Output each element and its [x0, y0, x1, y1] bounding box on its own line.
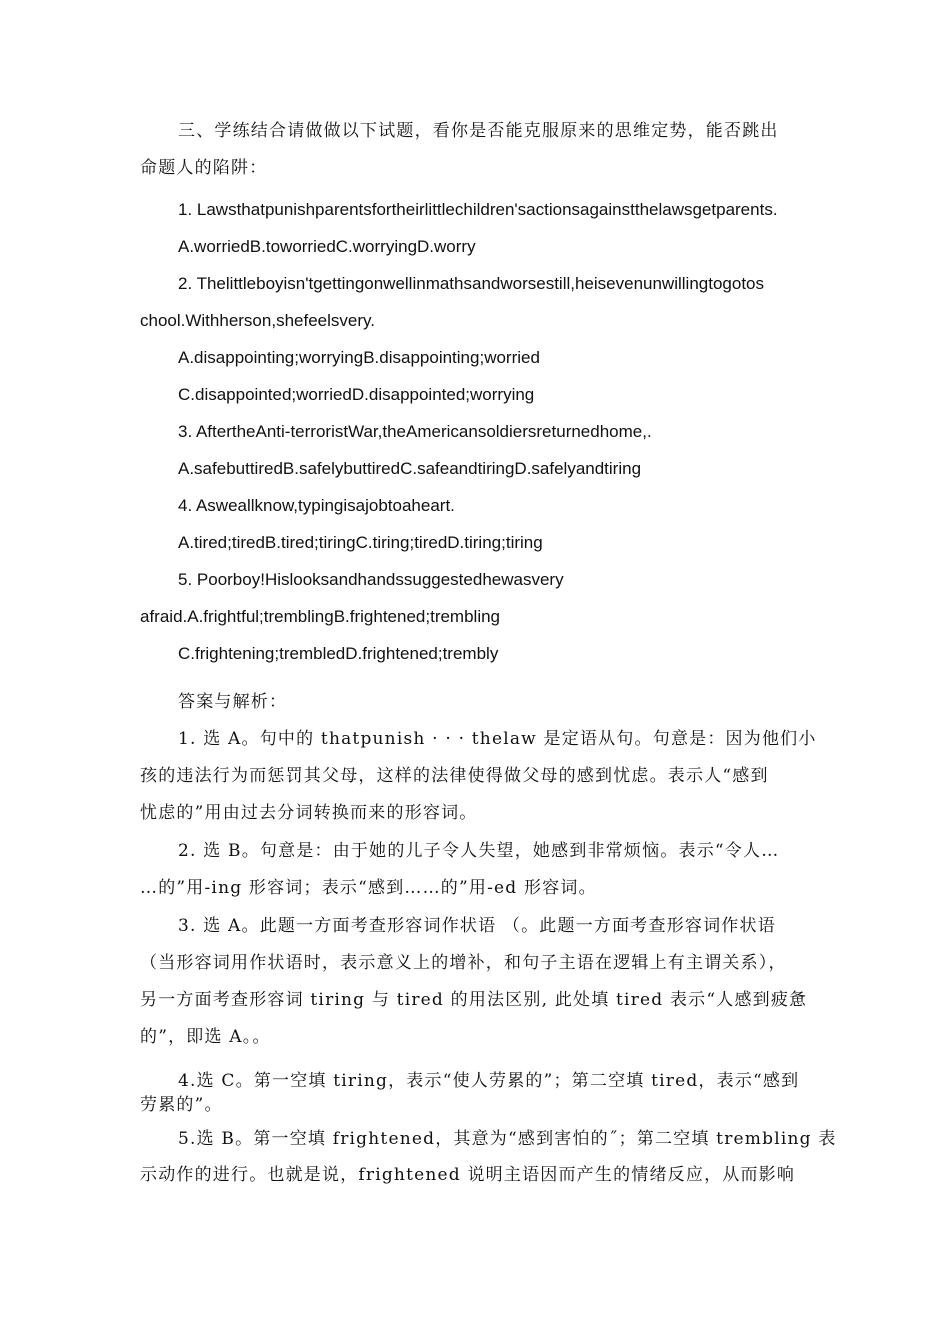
- question-5-options-line-2: C.frightening;trembledD.frightened;trembly: [178, 644, 499, 663]
- answer-4-line-2: 劳累的”。: [140, 1095, 223, 1115]
- answer-5-line-2: 示动作的进行。也就是说，frightened 说明主语因而产生的情绪反应，从而影响: [140, 1165, 796, 1185]
- answer-3-line-4: 的”，即选 A。。: [140, 1027, 271, 1047]
- answer-3-line-3: 另一方面考查形容词 tiring 与 tired 的用法区别, 此处填 tired 表示“人感到疲惫: [140, 990, 808, 1010]
- answer-1-line-2: 孩的违法行为而惩罚其父母，这样的法律使得做父母的感到忧虑。表示人“感到: [140, 766, 769, 786]
- answer-3-line-2: （当形容词用作状语时，表示意义上的增补，和句子主语在逻辑上有主谓关系），: [140, 953, 787, 973]
- question-5-stem-line-2: afraid.A.frightful;tremblingB.frightened;trembling: [140, 607, 501, 626]
- question-5-stem-line-1: 5. Poorboy!Hislooksandhandssuggestedhewasvery: [178, 570, 564, 589]
- question-4-options: A.tired;tiredB.tired;tiringC.tiring;tiredD.tiring;tiring: [178, 533, 543, 552]
- question-2-options-line-2: C.disappointed;worriedD.disappointed;worrying: [178, 385, 535, 404]
- question-3-stem: 3. AftertheAnti-terroristWar,theAmericansoldiersreturnedhome,.: [178, 422, 652, 441]
- question-4-stem: 4. Asweallknow,typingisajobtoaheart.: [178, 496, 455, 515]
- answer-5-line-1: 5.选 B。第一空填 frightened，其意为“感到害怕的˝；第二空填 trembling 表: [178, 1129, 837, 1149]
- question-2-stem-line-2: chool.Withherson,shefeelsvery.: [140, 311, 375, 330]
- answers-heading: 答案与解析：: [178, 692, 288, 712]
- answer-1-line-1: 1. 选 A。句中的 thatpunish · · · thelaw 是定语从句。句意是：因为他们小: [178, 729, 817, 749]
- question-1-options: A.worriedB.toworriedC.worryingD.worry: [178, 237, 476, 256]
- question-3-options: A.safebuttiredB.safelybuttiredC.safeandtiringD.safelyandtiring: [178, 459, 642, 478]
- answer-3-line-1: 3. 选 A。此题一方面考查形容词作状语 （。此题一方面考查形容词作状语: [178, 916, 776, 936]
- question-1-stem: 1. Lawsthatpunishparentsfortheirlittlechildren'sactionsagainstthelawsgetparents.: [178, 200, 778, 219]
- answer-1-line-3: 忧虑的”用由过去分词转换而来的形容词。: [140, 803, 478, 823]
- answer-4-line-1: 4.选 C。第一空填 tiring，表示“使人劳累的”；第二空填 tired，表示“感到: [178, 1071, 800, 1091]
- section-heading-line-2: 命题人的陷阱：: [140, 158, 268, 178]
- answer-2-line-2: …的”用-ing 形容词；表示“感到……的”用-ed 形容词。: [140, 878, 597, 898]
- section-heading-line-1: 三、学练结合请做做以下试题，看你是否能克服原来的思维定势，能否跳出: [178, 121, 779, 141]
- answer-2-line-1: 2. 选 B。句意是：由于她的儿子令人失望，她感到非常烦恼。表示“令人…: [178, 841, 780, 861]
- question-2-options-line-1: A.disappointing;worryingB.disappointing;worried: [178, 348, 540, 367]
- question-2-stem-line-1: 2. Thelittleboyisn'tgettingonwellinmathsandworsestill,heisevenunwillingtogotos: [178, 274, 764, 293]
